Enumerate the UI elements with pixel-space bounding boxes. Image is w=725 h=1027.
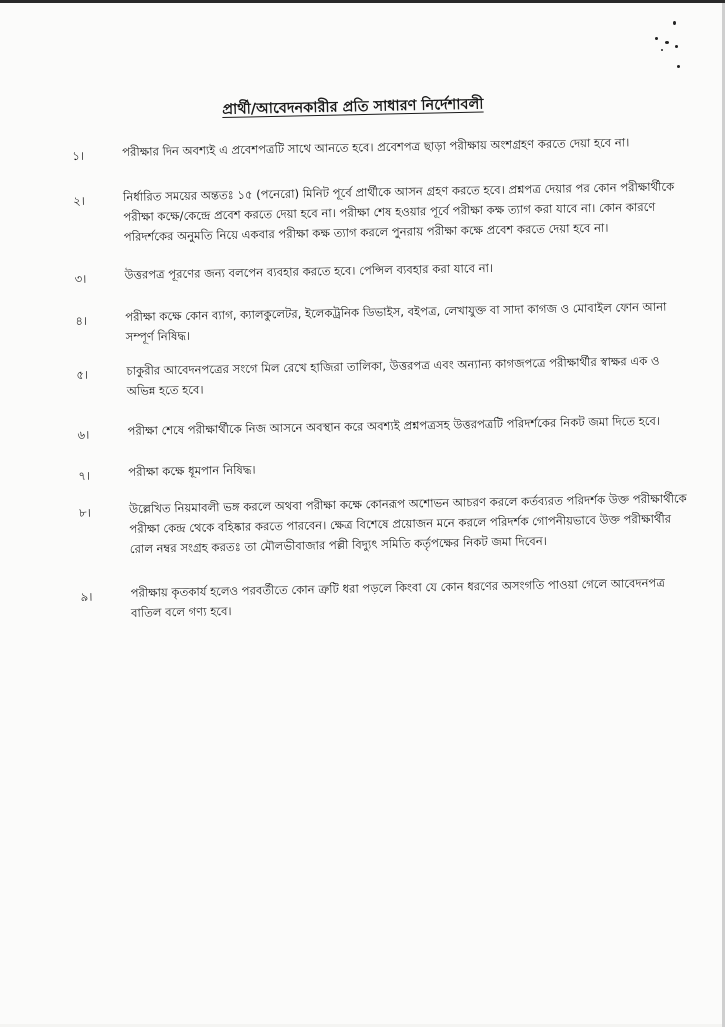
item-number: ৯। (80, 589, 93, 604)
item-number: ৫। (76, 367, 89, 382)
item-text: উল্লেখিত নিয়মাবলী ভঙ্গ করলে অথবা পরীক্ষা কক্ষে কোনরূপ অশোভন আচরণ করলে কর্তব্যরত পরিদর্শক উক্ত পরীক্ষার্থীকে পরীক্ষা কেন্দ্র থেকে বহিষ্কার করতে পারবেন। ক্ষেত্র বিশেষে প্রয়োজন মনে করলে পরিদর্শক গোপনীয়ভাবে উক্ত পরীক্ষার্থীর রোল নম্বর সংগ্রহ করতঃ তা মৌলভীবাজার পল্লী বিদ্যুৎ সমিতি কর্তৃপক্ষের নিকট জমা দিবেন। (128, 491, 687, 556)
item-text: উত্তরপত্র পূরণের জন্য বলপেন ব্যবহার করতে হবে। পেন্সিল ব্যবহার করা যাবে না। (124, 260, 494, 283)
item-number: ১। (72, 148, 85, 163)
item-number: ৩। (74, 271, 87, 286)
item-text: পরীক্ষার দিন অবশ্যই এ প্রবেশপত্রটি সাথে আনতে হবে। প্রবেশপত্র ছাড়া পরীক্ষায় অংশগ্রহণ করতে দেয়া হবে না। (122, 135, 630, 160)
item-number: ২। (72, 193, 85, 208)
instruction-item (79, 488, 692, 560)
item-text: পরীক্ষা কক্ষে ধূমপান নিষিদ্ধ। (128, 462, 256, 479)
item-number: ৭। (78, 468, 91, 483)
item-text: পরীক্ষা কক্ষে কোন ব্যাগ, ক্যালকুলেটর, ইলেকট্রনিক ডিভাইস, বইপত্র, লেখাযুক্ত বা সাদা কাগজ ও মোবাইল ফোন আনা সম্পূর্ণ নিষিদ্ধ। (125, 299, 667, 345)
instruction-item (78, 451, 690, 486)
page-title: প্রার্থী/আবেদনকারীর প্রতি সাধারণ নির্দেশাবলী (222, 96, 484, 118)
instruction-list (72, 131, 693, 624)
item-text: পরীক্ষায় কৃতকার্য হলেও পরবর্তীতে কোন ত্রুটি ধরা পড়লে কিংবা যে কোন ধরণের অসংগতি পাওয়া গেলে আবেদনপত্র বাতিল বলে গণ্য হবে। (130, 575, 665, 620)
item-number: ৬। (77, 427, 90, 442)
item-number: ৪। (75, 313, 88, 328)
item-text: নির্ধারিত সময়ের অন্ততঃ ১৫ (পনেরো) মিনিট পূর্বে প্রার্থীকে আসন গ্রহণ করতে হবে। প্রশ্নপত্র দেয়ার পর কোন পরীক্ষার্থীকে পরীক্ষা কক্ষে/কেন্দ্রে প্রবেশ করতে দেয়া হবে না। পরীক্ষা শেষ হওয়ার পূর্বে পরীক্ষা কক্ষ ত্যাগ করা যাবে না। কোন কারণে পরিদর্শকের অনুমতি নিয়ে একবার পরীক্ষা কক্ষ ত্যাগ করলে পুনরায় পরীক্ষা কক্ষে প্রবেশ করতে দেয়া হবে না। (122, 179, 675, 245)
instruction-item (80, 572, 693, 624)
instruction-item (77, 410, 689, 445)
instruction-item (72, 131, 684, 166)
instruction-item (74, 254, 686, 289)
scan-specks (651, 21, 691, 81)
instruction-item (76, 350, 689, 402)
item-number: ৮। (78, 505, 91, 520)
item-text: চাকুরীর আবেদনপত্রের সংগে মিল রেখে হাজিরা তালিকা, উত্তরপত্র এবং অন্যান্য কাগজপত্রে পরীক্ষার্থীর স্বাক্ষর এক ও অভিন্ন হতে হবে। (126, 353, 660, 398)
instruction-item (73, 176, 686, 248)
instruction-item (75, 296, 688, 348)
item-text: পরীক্ষা শেষে পরীক্ষার্থীকে নিজ আসনে অবস্থান করে অবশ্যই প্রশ্নপত্রসহ উত্তরপত্রটি পরিদর্শকের নিকট জমা দিতে হবে। (127, 413, 661, 438)
